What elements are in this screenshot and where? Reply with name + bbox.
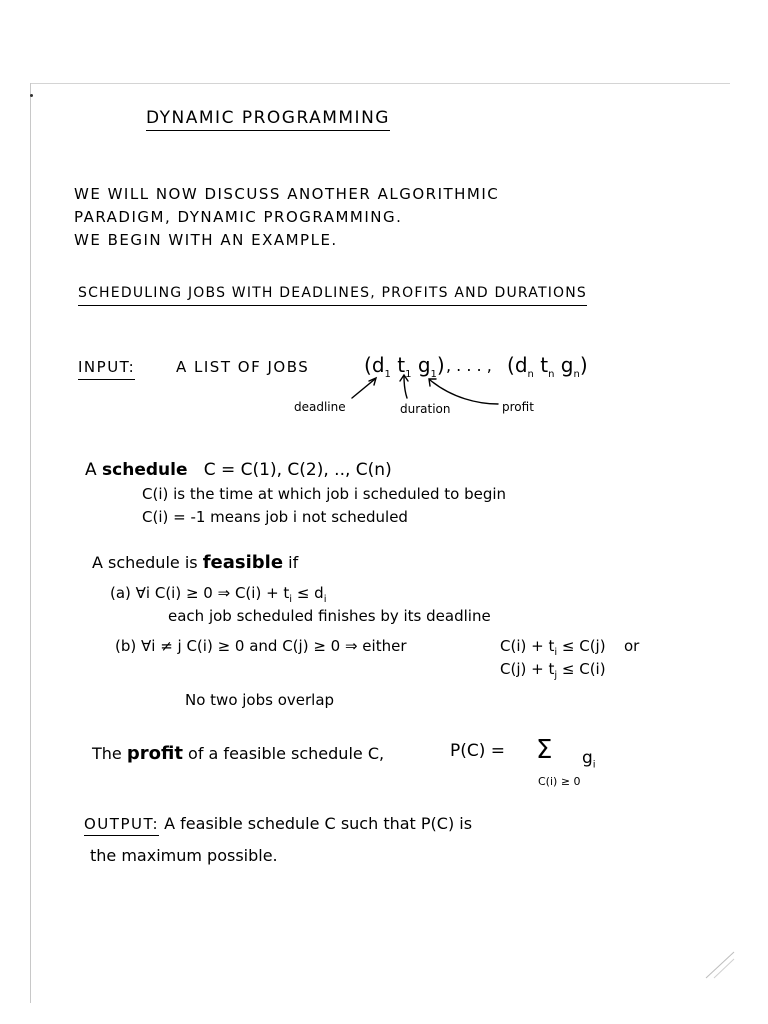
input-text: A LIST OF JOBS xyxy=(176,358,310,376)
page-title: DYNAMIC PROGRAMMING xyxy=(146,108,390,131)
last-job-tuple: ($d_n$ $t_n$ $g_n$) xyxy=(507,353,588,380)
profit-formula: P(C) = xyxy=(450,741,506,761)
profit-sentence: The profit of a feasible schedule C, xyxy=(92,743,385,764)
sum-condition: C(i) ≥ 0 xyxy=(538,775,581,788)
feasible-note-a: each job scheduled finishes by its deadline xyxy=(168,607,491,625)
intro-line-1: WE WILL NOW DISCUSS ANOTHER ALGORITHMIC xyxy=(74,185,500,203)
intro-line-2: PARADIGM, DYNAMIC PROGRAMMING. xyxy=(74,208,403,226)
profit-label: profit xyxy=(502,400,534,414)
feasible-condition-b: (b) ∀i ≠ j C(i) ≥ 0 and C(j) ≥ 0 ⇒ either xyxy=(115,637,407,655)
deadline-arrow xyxy=(352,379,375,398)
output-line-1: OUTPUT: A feasible schedule C such that P(C) is xyxy=(84,814,472,834)
section-heading: SCHEDULING JOBS WITH DEADLINES, PROFITS AND DURATIONS xyxy=(78,283,587,306)
schedule-line-1: C(i) is the time at which job i scheduled to begin xyxy=(142,485,507,503)
schedule-heading: A schedule C = C(1), C(2), .., C(n) xyxy=(85,460,392,480)
duration-label: duration xyxy=(400,402,451,416)
deadline-label: deadline xyxy=(294,400,346,414)
feasible-note-b: No two jobs overlap xyxy=(185,691,335,709)
page-corner-mark xyxy=(704,950,736,980)
feasible-b-condition-2: $C(j) + t_j \le C(i)$ xyxy=(500,660,606,681)
profit-term: $g_i$ xyxy=(582,748,596,771)
schedule-line-2: C(i) = -1 means job i not scheduled xyxy=(142,508,408,526)
feasible-b-or: or xyxy=(624,637,640,655)
output-line-2: the maximum possible. xyxy=(90,846,278,865)
sum-symbol: Σ xyxy=(536,735,553,765)
first-job-tuple: ($d_1$ $t_1$ $g_1$) xyxy=(364,353,445,380)
input-label: INPUT: xyxy=(78,357,135,380)
profit-arrow xyxy=(430,380,498,404)
feasible-b-condition-1: $C(i) + t_i \le C(j)$ xyxy=(500,637,606,658)
intro-line-3: WE BEGIN WITH AN EXAMPLE. xyxy=(74,231,338,249)
feasible-heading: A schedule is feasible if xyxy=(92,552,299,573)
feasible-condition-a: (a) ∀i C(i) ≥ 0 ⇒ $C(i) + t_i \le d_i$ xyxy=(110,584,327,605)
ellipsis: , . . . , xyxy=(446,356,492,375)
